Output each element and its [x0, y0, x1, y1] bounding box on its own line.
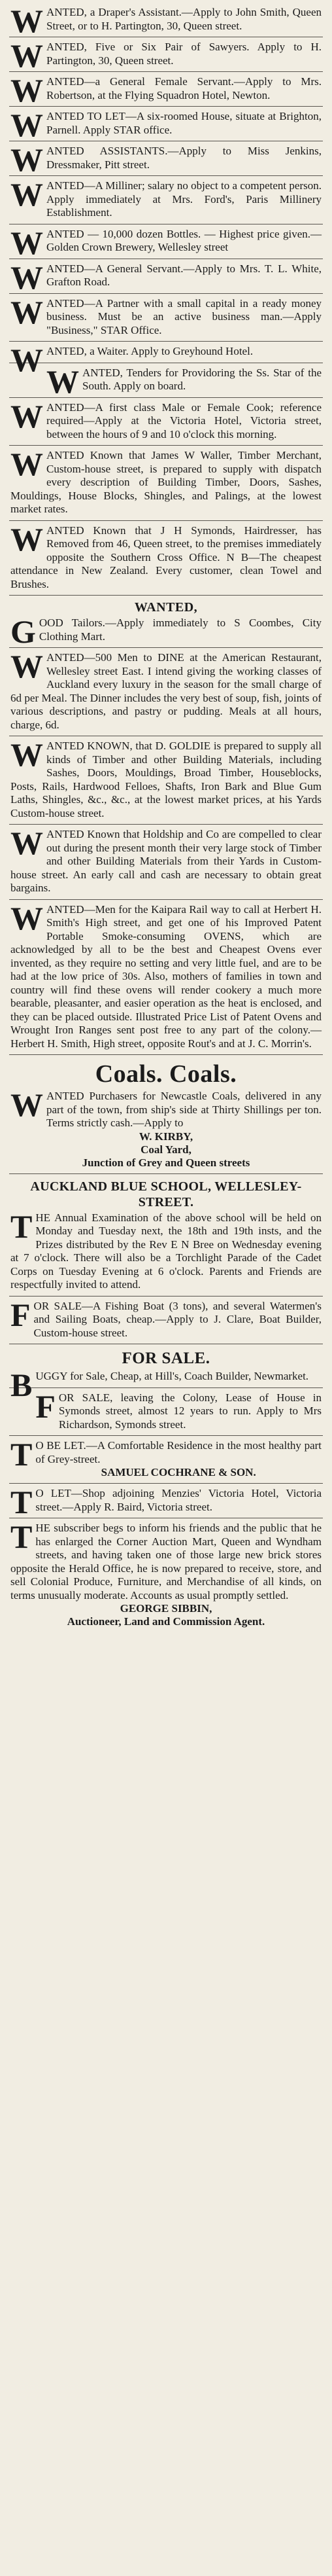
ad-heading: Coals. Coals.: [95, 1060, 237, 1088]
ad-text: WANTED KNOWN, that D. GOLDIE is prepared to supply all kinds of Timber and other Building Materials, including Sashes, Doors, Mouldings, Broad Timber, Houseblocks, Posts, Rails, Hardwood Felloes, Shafts, Iron Bark and Blue Gum Laths, Shingles, &c., &c., at the lowest market prices, at his Yards Custom-house street.: [10, 736, 322, 819]
ad-text: WANTED—A General Servant.—Apply to Mrs. T. L. White, Grafton Road.: [10, 259, 322, 296]
classified-ad: [9, 446, 323, 521]
classified-ad: [9, 648, 323, 736]
ad-text: THE subscriber begs to inform his friends and the public that he has enlarged the Corner Auction Mart, Queen and Wyndham streets, and having taken one of those large new brick stores opposite the Herald Office, he is now prepared to receive, store, and sell Colonial Produce, Furniture, and Merchandise of all kinds, on terms unusually moderate. Accounts as usual promptly settled.: [10, 1518, 322, 1601]
classified-ad: [9, 72, 323, 107]
classified-ad: [9, 1388, 323, 1437]
ad-heading: WANTED,: [134, 600, 198, 615]
classified-ad: [9, 825, 323, 900]
classified-ad: [9, 259, 323, 294]
ad-text: WANTED, a Waiter. Apply to Greyhound Hotel.: [10, 342, 254, 378]
ad-signature: W. KIRBY,: [139, 1130, 193, 1143]
ad-text: TO LET—Shop adjoining Menzies' Victoria Hotel, Victoria street.—Apply R. Baird, Victoria street.: [10, 1484, 322, 1520]
classified-ad: [9, 521, 323, 596]
ad-heading: FOR SALE.: [122, 1350, 210, 1367]
ad-signature: Auctioneer, Land and Commission Agent.: [67, 1615, 265, 1628]
ad-text: THE Annual Examination of the above school will be held on Monday and Tuesday next, the 18th and 19th insts, and the Prizes distributed by the Rev E N Bree on Wednesday evening at 7 o'clock. There will also be a Torchlight Parade of the Cadet Corps on Tuesday Evening at 6 o'clock. Parents and Friends are respectfully invited to attend.: [10, 1208, 322, 1291]
classified-ad: [9, 398, 323, 446]
ad-signature: Coal Yard,: [141, 1143, 191, 1156]
ad-text: WANTED Known that Holdship and Co are compelled to clear out during the present month their very large stock of Timber and other Building Materials from their Yards in Custom-house street. An early call and cash are necessary to obtain great bargains.: [10, 825, 322, 894]
ad-text: WANTED—Men for the Kaipara Rail way to call at Herbert H. Smith's High street, and get one of his Improved Patent Portable Smoke-consuming OVENS, which are acknowledged by all to be the best and Cheapest Ovens ever invented, as they require no setting and very little fuel, and are to be had at the low price of 30s. Also, mothers of families in town and country will find these ovens will render cookery a much more bearable, pleasanter, and easier operation as the heat is enclosed, and they can be placed outside. Illustrated Price List of Patent Ovens and Wrought Iron Ranges sent post free to any part of the colony.—Herbert H. Smith, High street, opposite Rout's and at J. C. Morrin's.: [10, 899, 322, 1050]
ad-text: WANTED—500 Men to DINE at the American Restaurant, Wellesley street East. I intend giving the working classes of Auckland every luxury in the season for the small charge of 6d per Meal. The Dinner includes the very best of soup, fish, joints of various descriptions, and pastry or pudding. Meals at all hours, charge, 6d.: [10, 648, 322, 731]
ad-text: WANTED, Tenders for Providoring the Ss. Star of the South. Apply on board.: [46, 363, 322, 400]
ad-text: WANTED Known that James W Waller, Timber Merchant, Custom-house street, is prepared to supply with dispatch every description of Building Timber, Doors, Sashes, Mouldings, House Blocks, Shingles, and Palings, at the lowest market rates.: [10, 446, 322, 515]
ad-text: GOOD Tailors.—Apply immediately to S Coombes, City Clothing Mart.: [10, 613, 322, 650]
ad-text: WANTED—A first class Male or Female Cook; reference required—Apply at the Victoria Hotel, Victoria street, between the hours of 9 and 10 o'clock this morning.: [10, 397, 322, 440]
classified-ad: [9, 1436, 323, 1484]
ad-text: WANTED—A Partner with a small capital in a ready money business. Must be an active business man.—Apply "Business," STAR Office.: [10, 293, 322, 336]
ad-signature: Junction of Grey and Queen streets: [82, 1156, 250, 1169]
classified-ad: [9, 224, 323, 259]
classified-ad: [9, 900, 323, 1056]
ad-text: BUGGY for Sale, Cheap, at Hill's, Coach Builder, Newmarket.: [10, 1367, 309, 1403]
ad-heading: AUCKLAND BLUE SCHOOL, WELLESLEY-STREET.: [30, 1179, 302, 1209]
ad-text: WANTED—a General Female Servant.—Apply to Mrs. Robertson, at the Flying Squadron Hotel, Newton.: [10, 72, 322, 109]
ad-text: WANTED Purchasers for Newcastle Coals, delivered in any part of the town, from ship's side at Thirty Shillings per ton. Terms strictly cash.—Apply to: [10, 1086, 322, 1129]
classified-ad: [9, 141, 323, 176]
ad-text: WANTED ASSISTANTS.—Apply to Miss Jenkins, Dressmaker, Pitt street.: [10, 141, 322, 178]
classified-ad: [9, 107, 323, 141]
ad-text: WANTED, Five or Six Pair of Sawyers. Apply to H. Partington, 30, Queen street.: [10, 37, 322, 74]
ad-text: FOR SALE, leaving the Colony, Lease of House in Symonds street, almost 12 years to run. Apply to Mrs Richardson, Symonds street.: [35, 1387, 322, 1431]
classified-ad: [9, 363, 323, 398]
classified-ad: [9, 294, 323, 342]
classified-ad: [9, 1174, 323, 1297]
ad-text: WANTED — 10,000 dozen Bottles. — Highest price given.—Golden Crown Brewery, Wellesley street: [10, 224, 322, 261]
newspaper-column: [9, 3, 323, 1632]
ad-text: WANTED TO LET—A six-roomed House, situate at Brighton, Parnell. Apply STAR office.: [10, 107, 322, 143]
classified-ad: [9, 1484, 323, 1518]
ad-text: WANTED, a Draper's Assistant.—Apply to John Smith, Queen Street, or to H. Partington, 30, Queen street.: [10, 3, 322, 39]
classified-ad: [9, 3, 323, 37]
classified-ad: [9, 342, 323, 378]
ad-text: WANTED—A Milliner; salary no object to a competent person. Apply immediately at Mrs. Ford's, Paris Millinery Establishment.: [10, 176, 322, 219]
ad-signature: GEORGE SIBBIN,: [120, 1602, 212, 1615]
ad-text: TO BE LET.—A Comfortable Residence in the most healthy part of Grey-street.: [10, 1436, 322, 1473]
classified-ad: [9, 1055, 323, 1174]
ad-text: WANTED Known that J H Symonds, Hairdresser, has Removed from 46, Queen street, to the premises immediately opposite the Southern Cross Office. N B—The cheapest attendance in New Zealand. Every customer, clean Towel and Brushes.: [10, 520, 322, 590]
classified-ad: [9, 37, 323, 72]
classified-ad: [9, 1344, 323, 1403]
classified-ad: [9, 1297, 323, 1345]
classified-ad: [9, 1518, 323, 1632]
classified-ad: [9, 596, 323, 648]
ad-text: FOR SALE—A Fishing Boat (3 tons), and several Watermen's and Sailing Boats, cheap.—Apply to J. Clare, Boat Builder, Custom-house street.: [10, 1296, 322, 1339]
ad-signature: SAMUEL COCHRANE & SON.: [101, 1466, 256, 1478]
classified-ad: [9, 176, 323, 224]
classified-ad: [9, 736, 323, 825]
